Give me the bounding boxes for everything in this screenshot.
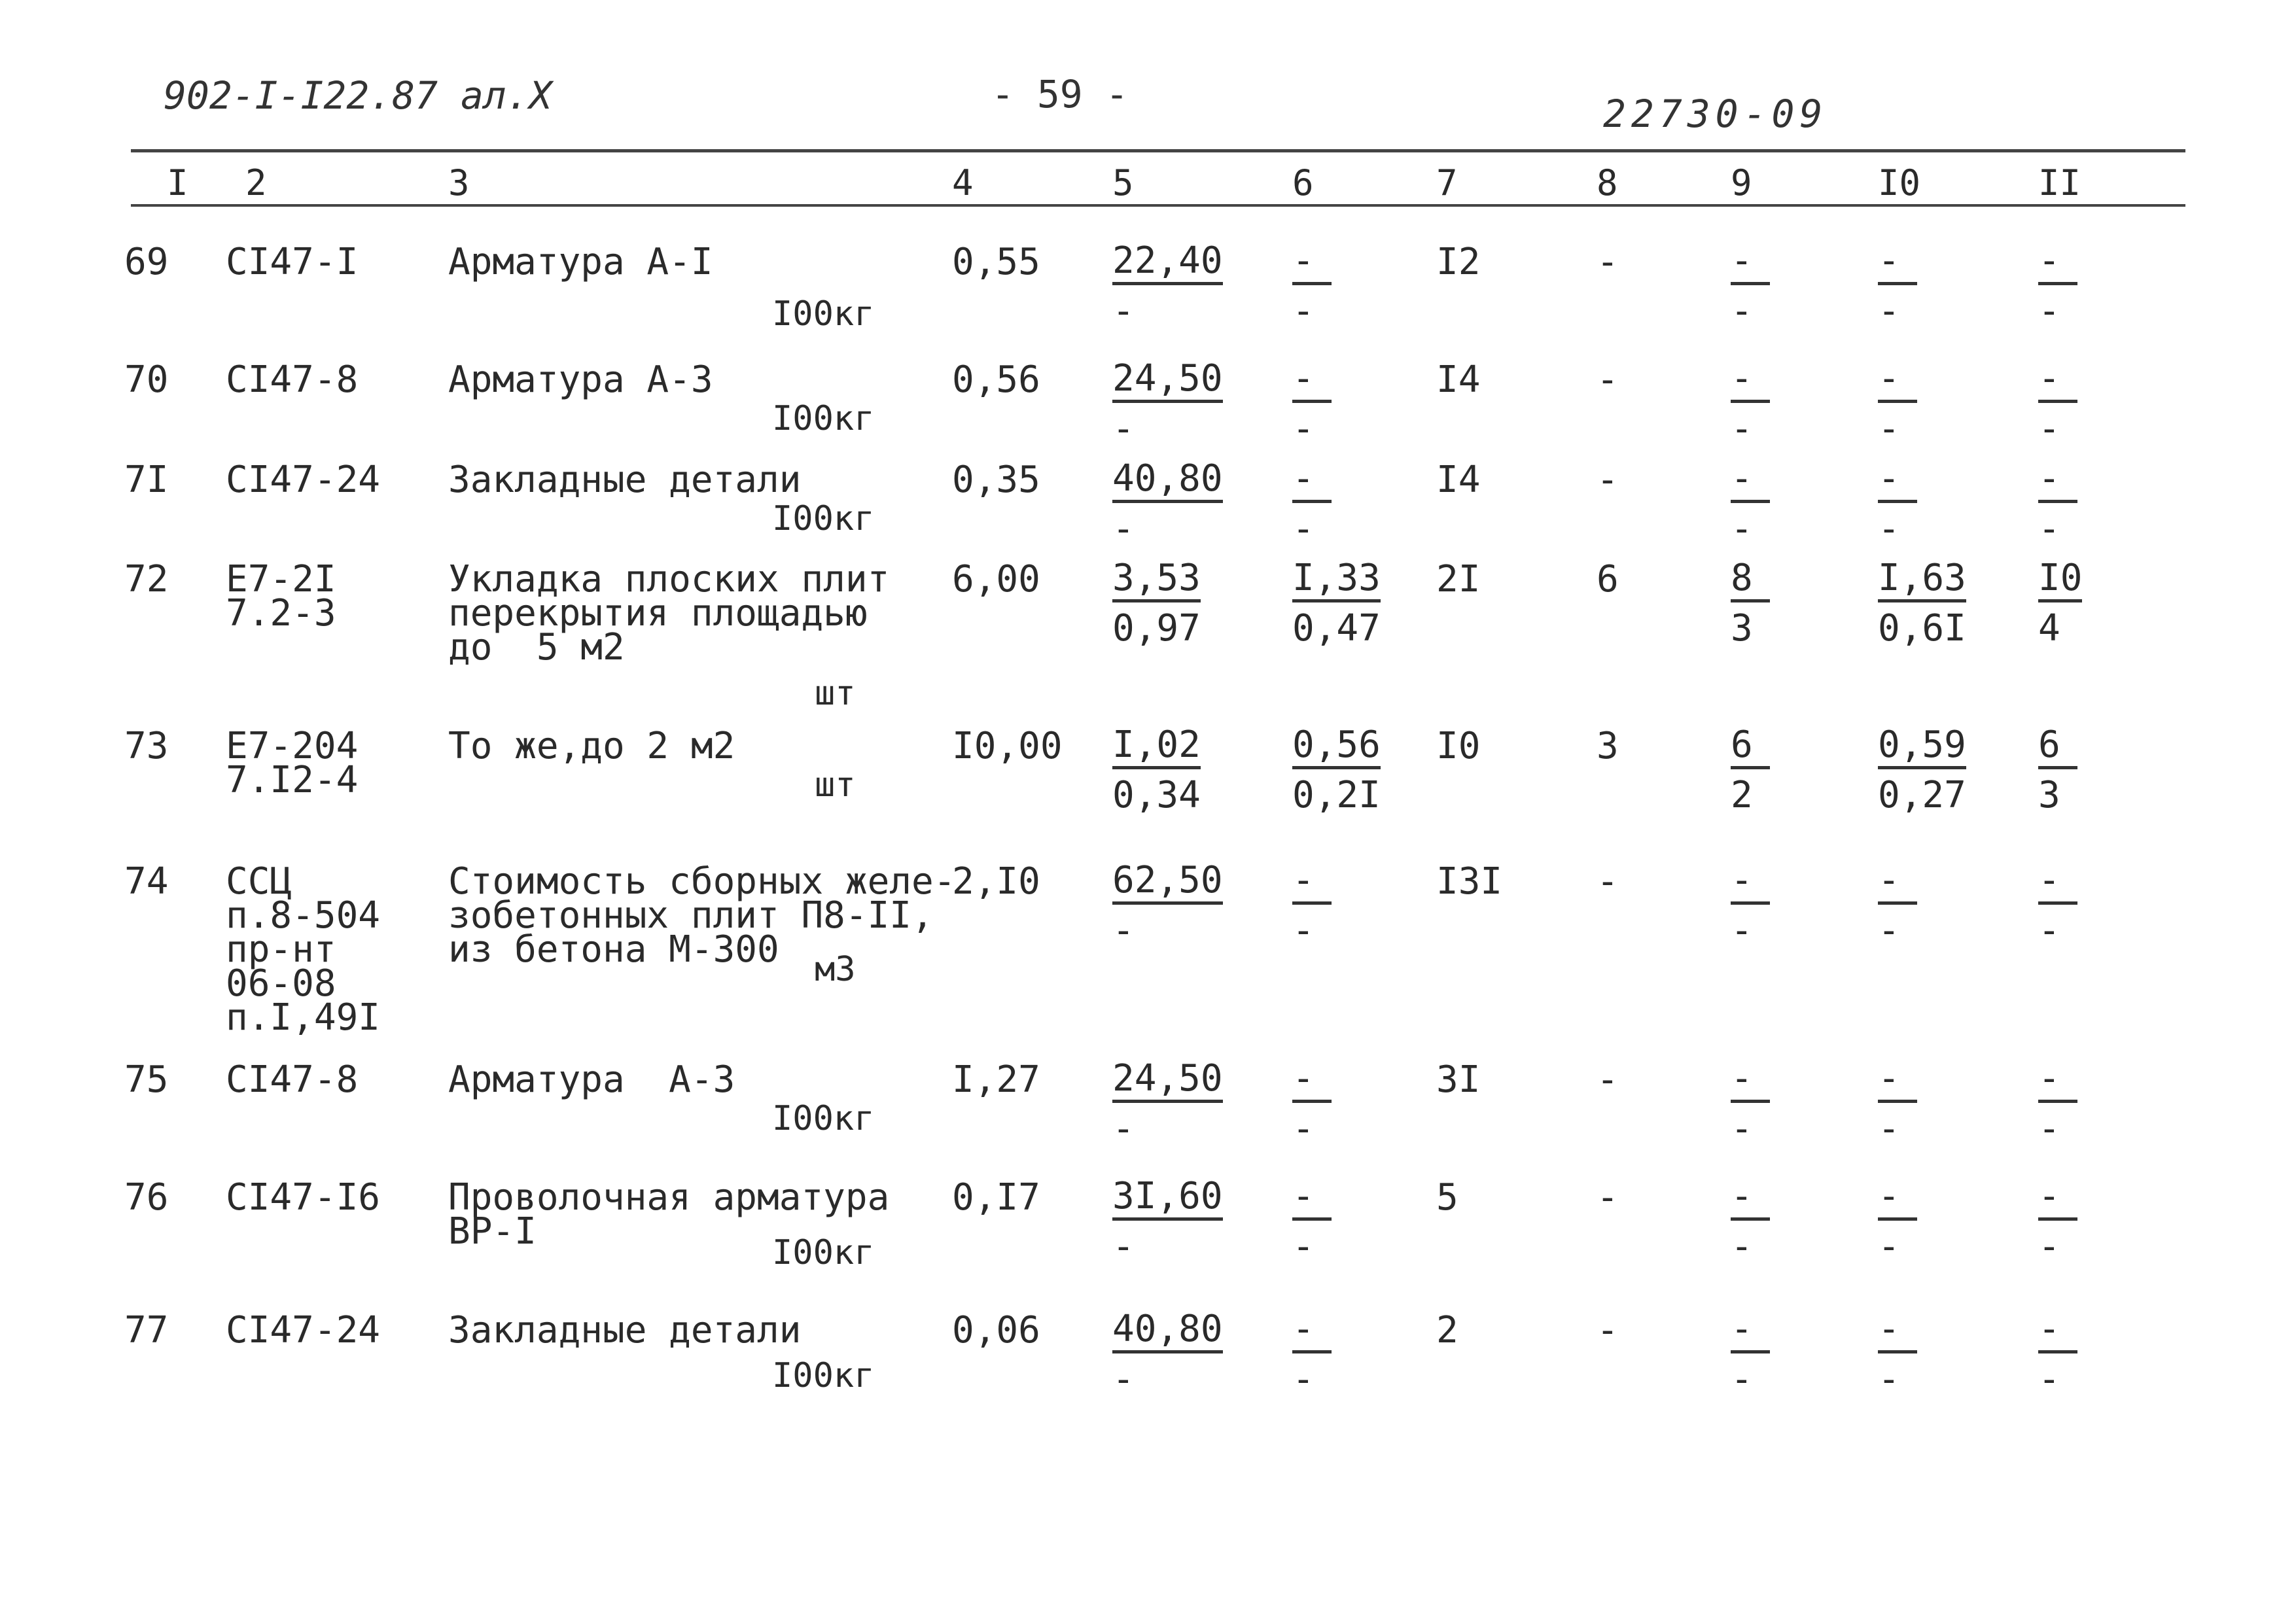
- col11-value-numerator: -: [2038, 1059, 2077, 1103]
- col9-value: [1731, 559, 1842, 648]
- col9-value-numerator: -: [1731, 359, 1770, 403]
- col9-value-numerator: -: [1731, 1059, 1770, 1103]
- row-number: 70: [124, 358, 169, 401]
- col10-value-denominator: 0,27: [1878, 774, 1966, 816]
- col9-value-numerator: -: [1731, 459, 1770, 503]
- stamp-number: 22730-09: [1603, 92, 1828, 136]
- col6-value-denominator: 0,47: [1292, 607, 1381, 650]
- col9-value-denominator: -: [1731, 1108, 1753, 1150]
- col10-value-denominator: -: [1878, 909, 1900, 952]
- col11-value-denominator: -: [2038, 1108, 2060, 1150]
- col5-value-numerator: 24,50: [1112, 1059, 1223, 1103]
- col5-value-numerator: 3,53: [1112, 559, 1201, 602]
- col5-value: [1112, 725, 1224, 815]
- col10-value-denominator: -: [1878, 1108, 1900, 1150]
- col5-value-denominator: -: [1112, 1358, 1135, 1401]
- unit-of-measure: шт: [815, 674, 856, 713]
- rate-code: СІ47-8: [226, 1058, 359, 1101]
- col5-value: [1112, 1177, 1224, 1266]
- col10-value-numerator: -: [1878, 241, 1917, 285]
- rate-code: СІ47-І: [226, 241, 359, 283]
- col6-value-numerator: -: [1292, 459, 1332, 503]
- col11-value-numerator: -: [2038, 241, 2077, 285]
- col6-value: [1292, 359, 1404, 449]
- col10-value: [1878, 1059, 1989, 1149]
- row-number: 77: [124, 1309, 169, 1352]
- col9-value: [1731, 1177, 1842, 1266]
- col11-value-numerator: -: [2038, 359, 2077, 403]
- col11-value-denominator: -: [2038, 408, 2060, 450]
- col11-value-numerator: І0: [2038, 559, 2082, 602]
- column-header-8: 8: [1597, 162, 1618, 203]
- col11-value: [2038, 559, 2149, 648]
- document-code: 902-І-І22.87 ал.Х: [164, 73, 552, 118]
- col7-value: І2: [1436, 241, 1481, 283]
- rate-code: СІ47-8: [226, 358, 359, 401]
- col10-value: [1878, 241, 1989, 331]
- col6-value-denominator: -: [1292, 1225, 1315, 1268]
- col10-value-denominator: 0,6І: [1878, 607, 1966, 650]
- col7-value: 2: [1436, 1309, 1458, 1352]
- col11-value-denominator: -: [2038, 1358, 2060, 1401]
- rate-code: СІ47-І6: [226, 1176, 381, 1219]
- col10-value-numerator: -: [1878, 1177, 1917, 1221]
- col8-value: -: [1597, 1176, 1619, 1219]
- col6-value-denominator: -: [1292, 909, 1315, 952]
- col11-value-numerator: -: [2038, 1310, 2077, 1353]
- col5-value: [1112, 559, 1224, 648]
- col7-value: 5: [1436, 1176, 1458, 1219]
- work-name: Стоимость сборных желе- зобетонных плит П8-ІІ, из бетона М-300: [448, 860, 956, 971]
- col6-value-denominator: -: [1292, 408, 1315, 450]
- col10-value-numerator: -: [1878, 459, 1917, 503]
- col10-value-numerator: -: [1878, 861, 1917, 905]
- col9-value-denominator: -: [1731, 408, 1753, 450]
- column-header-7: 7: [1436, 162, 1458, 203]
- row-number: 72: [124, 558, 169, 601]
- unit-of-measure: м3: [815, 950, 856, 989]
- rate-code: ССЦ п.8-504 пр-нт 06-08 п.І,49І: [226, 860, 381, 1039]
- col5-value: [1112, 241, 1224, 331]
- col11-value-denominator: 4: [2038, 607, 2060, 650]
- col10-value: [1878, 861, 1989, 951]
- quantity: 0,55: [952, 241, 1040, 283]
- col10-value-numerator: -: [1878, 1310, 1917, 1353]
- col5-value: [1112, 1310, 1224, 1399]
- col9-value: [1731, 1059, 1842, 1149]
- quantity: І0,00: [952, 725, 1063, 767]
- col9-value: [1731, 459, 1842, 549]
- col10-value-denominator: -: [1878, 408, 1900, 450]
- column-header-10: І0: [1878, 162, 1921, 203]
- col11-value: [2038, 1059, 2149, 1149]
- col5-value-numerator: 22,40: [1112, 241, 1223, 285]
- work-name: Арматура А-3: [448, 358, 713, 401]
- rate-code: Е7-204 7.І2-4: [226, 725, 359, 801]
- col5-value-numerator: 3І,60: [1112, 1177, 1223, 1221]
- table-top-rule: [131, 149, 2185, 152]
- col7-value: 3І: [1436, 1058, 1481, 1101]
- col11-value-numerator: -: [2038, 1177, 2077, 1221]
- col10-value-denominator: -: [1878, 1225, 1900, 1268]
- col6-value-denominator: -: [1292, 1358, 1315, 1401]
- column-header-5: 5: [1112, 162, 1134, 203]
- col9-value-denominator: -: [1731, 508, 1753, 550]
- col10-value: [1878, 359, 1989, 449]
- col7-value: І0: [1436, 725, 1481, 767]
- col11-value: [2038, 861, 2149, 951]
- table-header-rule: [131, 204, 2185, 207]
- col11-value: [2038, 1310, 2149, 1399]
- col6-value-denominator: -: [1292, 290, 1315, 332]
- col6-value-numerator: -: [1292, 1177, 1332, 1221]
- col6-value: [1292, 459, 1404, 549]
- col9-value-numerator: -: [1731, 241, 1770, 285]
- col11-value: [2038, 241, 2149, 331]
- col11-value: [2038, 1177, 2149, 1266]
- quantity: 0,56: [952, 358, 1040, 401]
- column-header-1: І: [167, 162, 188, 203]
- col10-value: [1878, 559, 1989, 648]
- col5-value: [1112, 459, 1224, 549]
- col10-value-numerator: 0,59: [1878, 725, 1966, 769]
- col11-value: [2038, 359, 2149, 449]
- col5-value-denominator: -: [1112, 1108, 1135, 1150]
- col8-value: 6: [1597, 558, 1619, 601]
- unit-of-measure: І00кг: [772, 399, 875, 438]
- col11-value-denominator: -: [2038, 1225, 2060, 1268]
- quantity: 2,І0: [952, 860, 1040, 903]
- work-name: Проволочная арматура ВР-І: [448, 1176, 890, 1253]
- col9-value: [1731, 861, 1842, 951]
- col8-value: -: [1597, 860, 1619, 903]
- col9-value-denominator: -: [1731, 909, 1753, 952]
- row-number: 7І: [124, 459, 169, 501]
- col9-value: [1731, 241, 1842, 331]
- quantity: І,27: [952, 1058, 1040, 1101]
- col6-value-numerator: -: [1292, 1310, 1332, 1353]
- col9-value-denominator: -: [1731, 290, 1753, 332]
- col11-value-numerator: -: [2038, 459, 2077, 503]
- work-name: Закладные детали: [448, 459, 802, 501]
- col5-value-denominator: -: [1112, 909, 1135, 952]
- col10-value-numerator: -: [1878, 1059, 1917, 1103]
- col10-value-denominator: -: [1878, 1358, 1900, 1401]
- unit-of-measure: І00кг: [772, 1099, 875, 1138]
- col8-value: -: [1597, 459, 1619, 501]
- col9-value: [1731, 359, 1842, 449]
- col9-value: [1731, 1310, 1842, 1399]
- work-name: Закладные детали: [448, 1309, 802, 1352]
- row-number: 75: [124, 1058, 169, 1101]
- col6-value: [1292, 725, 1404, 815]
- col8-value: -: [1597, 358, 1619, 401]
- col7-value: І3І: [1436, 860, 1503, 903]
- col8-value: 3: [1597, 725, 1619, 767]
- col9-value-numerator: -: [1731, 1177, 1770, 1221]
- quantity: 6,00: [952, 558, 1040, 601]
- col11-value-numerator: 6: [2038, 725, 2077, 769]
- col5-value-denominator: -: [1112, 408, 1135, 450]
- col6-value-numerator: -: [1292, 861, 1332, 905]
- col5-value-numerator: 40,80: [1112, 1310, 1223, 1353]
- col5-value-numerator: 24,50: [1112, 359, 1223, 403]
- unit-of-measure: І00кг: [772, 1233, 875, 1272]
- rate-code: СІ47-24: [226, 1309, 381, 1352]
- col6-value: [1292, 559, 1404, 648]
- col6-value: [1292, 1177, 1404, 1266]
- row-number: 76: [124, 1176, 169, 1219]
- col9-value-numerator: 6: [1731, 725, 1770, 769]
- col6-value-denominator: 0,2І: [1292, 774, 1381, 816]
- col7-value: І4: [1436, 459, 1481, 501]
- col9-value-denominator: -: [1731, 1358, 1753, 1401]
- row-number: 73: [124, 725, 169, 767]
- col11-value-denominator: -: [2038, 290, 2060, 332]
- col11-value: [2038, 459, 2149, 549]
- rate-code: Е7-2І 7.2-3: [226, 558, 336, 635]
- col6-value-denominator: -: [1292, 1108, 1315, 1150]
- work-name: Укладка плоских плит перекрытия площадью до 5 м2: [448, 558, 890, 669]
- column-header-3: 3: [448, 162, 470, 203]
- col10-value-denominator: -: [1878, 290, 1900, 332]
- col9-value-numerator: 8: [1731, 559, 1770, 602]
- unit-of-measure: І00кг: [772, 294, 875, 334]
- col6-value: [1292, 241, 1404, 331]
- col10-value: [1878, 459, 1989, 549]
- column-header-2: 2: [245, 162, 267, 203]
- row-number: 69: [124, 241, 169, 283]
- col6-value-numerator: -: [1292, 241, 1332, 285]
- col5-value-numerator: І,02: [1112, 725, 1201, 769]
- col10-value-denominator: -: [1878, 508, 1900, 550]
- column-header-6: 6: [1292, 162, 1314, 203]
- work-name: Арматура А-3: [448, 1058, 735, 1101]
- unit-of-measure: І00кг: [772, 499, 875, 538]
- col8-value: -: [1597, 1058, 1619, 1101]
- work-name: То же,до 2 м2: [448, 725, 735, 767]
- col11-value: [2038, 725, 2149, 815]
- col5-value-denominator: 0,97: [1112, 607, 1201, 650]
- page-number: - 59 -: [991, 72, 1129, 116]
- col10-value-numerator: І,63: [1878, 559, 1966, 602]
- col5-value: [1112, 861, 1224, 951]
- col5-value-denominator: -: [1112, 290, 1135, 332]
- col10-value-numerator: -: [1878, 359, 1917, 403]
- col6-value-numerator: -: [1292, 1059, 1332, 1103]
- col6-value-numerator: 0,56: [1292, 725, 1381, 769]
- unit-of-measure: І00кг: [772, 1356, 875, 1395]
- col6-value: [1292, 861, 1404, 951]
- quantity: 0,І7: [952, 1176, 1040, 1219]
- col5-value: [1112, 359, 1224, 449]
- col5-value-numerator: 62,50: [1112, 861, 1223, 905]
- col11-value-denominator: -: [2038, 508, 2060, 550]
- col6-value-numerator: -: [1292, 359, 1332, 403]
- col6-value: [1292, 1310, 1404, 1399]
- col6-value: [1292, 1059, 1404, 1149]
- col10-value: [1878, 725, 1989, 815]
- col9-value: [1731, 725, 1842, 815]
- col5-value-denominator: -: [1112, 508, 1135, 550]
- col10-value: [1878, 1310, 1989, 1399]
- col6-value-numerator: І,33: [1292, 559, 1381, 602]
- col7-value: І4: [1436, 358, 1481, 401]
- quantity: 0,06: [952, 1309, 1040, 1352]
- col11-value-numerator: -: [2038, 861, 2077, 905]
- col9-value-numerator: -: [1731, 1310, 1770, 1353]
- quantity: 0,35: [952, 459, 1040, 501]
- col11-value-denominator: 3: [2038, 774, 2060, 816]
- col11-value-denominator: -: [2038, 909, 2060, 952]
- col9-value-denominator: 3: [1731, 607, 1753, 650]
- col9-value-numerator: -: [1731, 861, 1770, 905]
- col5-value: [1112, 1059, 1224, 1149]
- col5-value-denominator: 0,34: [1112, 774, 1201, 816]
- col7-value: 2І: [1436, 558, 1481, 601]
- column-header-9: 9: [1731, 162, 1752, 203]
- col6-value-denominator: -: [1292, 508, 1315, 550]
- column-header-11: ІІ: [2038, 162, 2081, 203]
- work-name: Арматура А-І: [448, 241, 713, 283]
- column-header-4: 4: [952, 162, 974, 203]
- col5-value-denominator: -: [1112, 1225, 1135, 1268]
- unit-of-measure: шт: [815, 765, 856, 805]
- col8-value: -: [1597, 241, 1619, 283]
- col9-value-denominator: -: [1731, 1225, 1753, 1268]
- col10-value: [1878, 1177, 1989, 1266]
- col9-value-denominator: 2: [1731, 774, 1753, 816]
- col5-value-numerator: 40,80: [1112, 459, 1223, 503]
- row-number: 74: [124, 860, 169, 903]
- col8-value: -: [1597, 1309, 1619, 1352]
- rate-code: СІ47-24: [226, 459, 381, 501]
